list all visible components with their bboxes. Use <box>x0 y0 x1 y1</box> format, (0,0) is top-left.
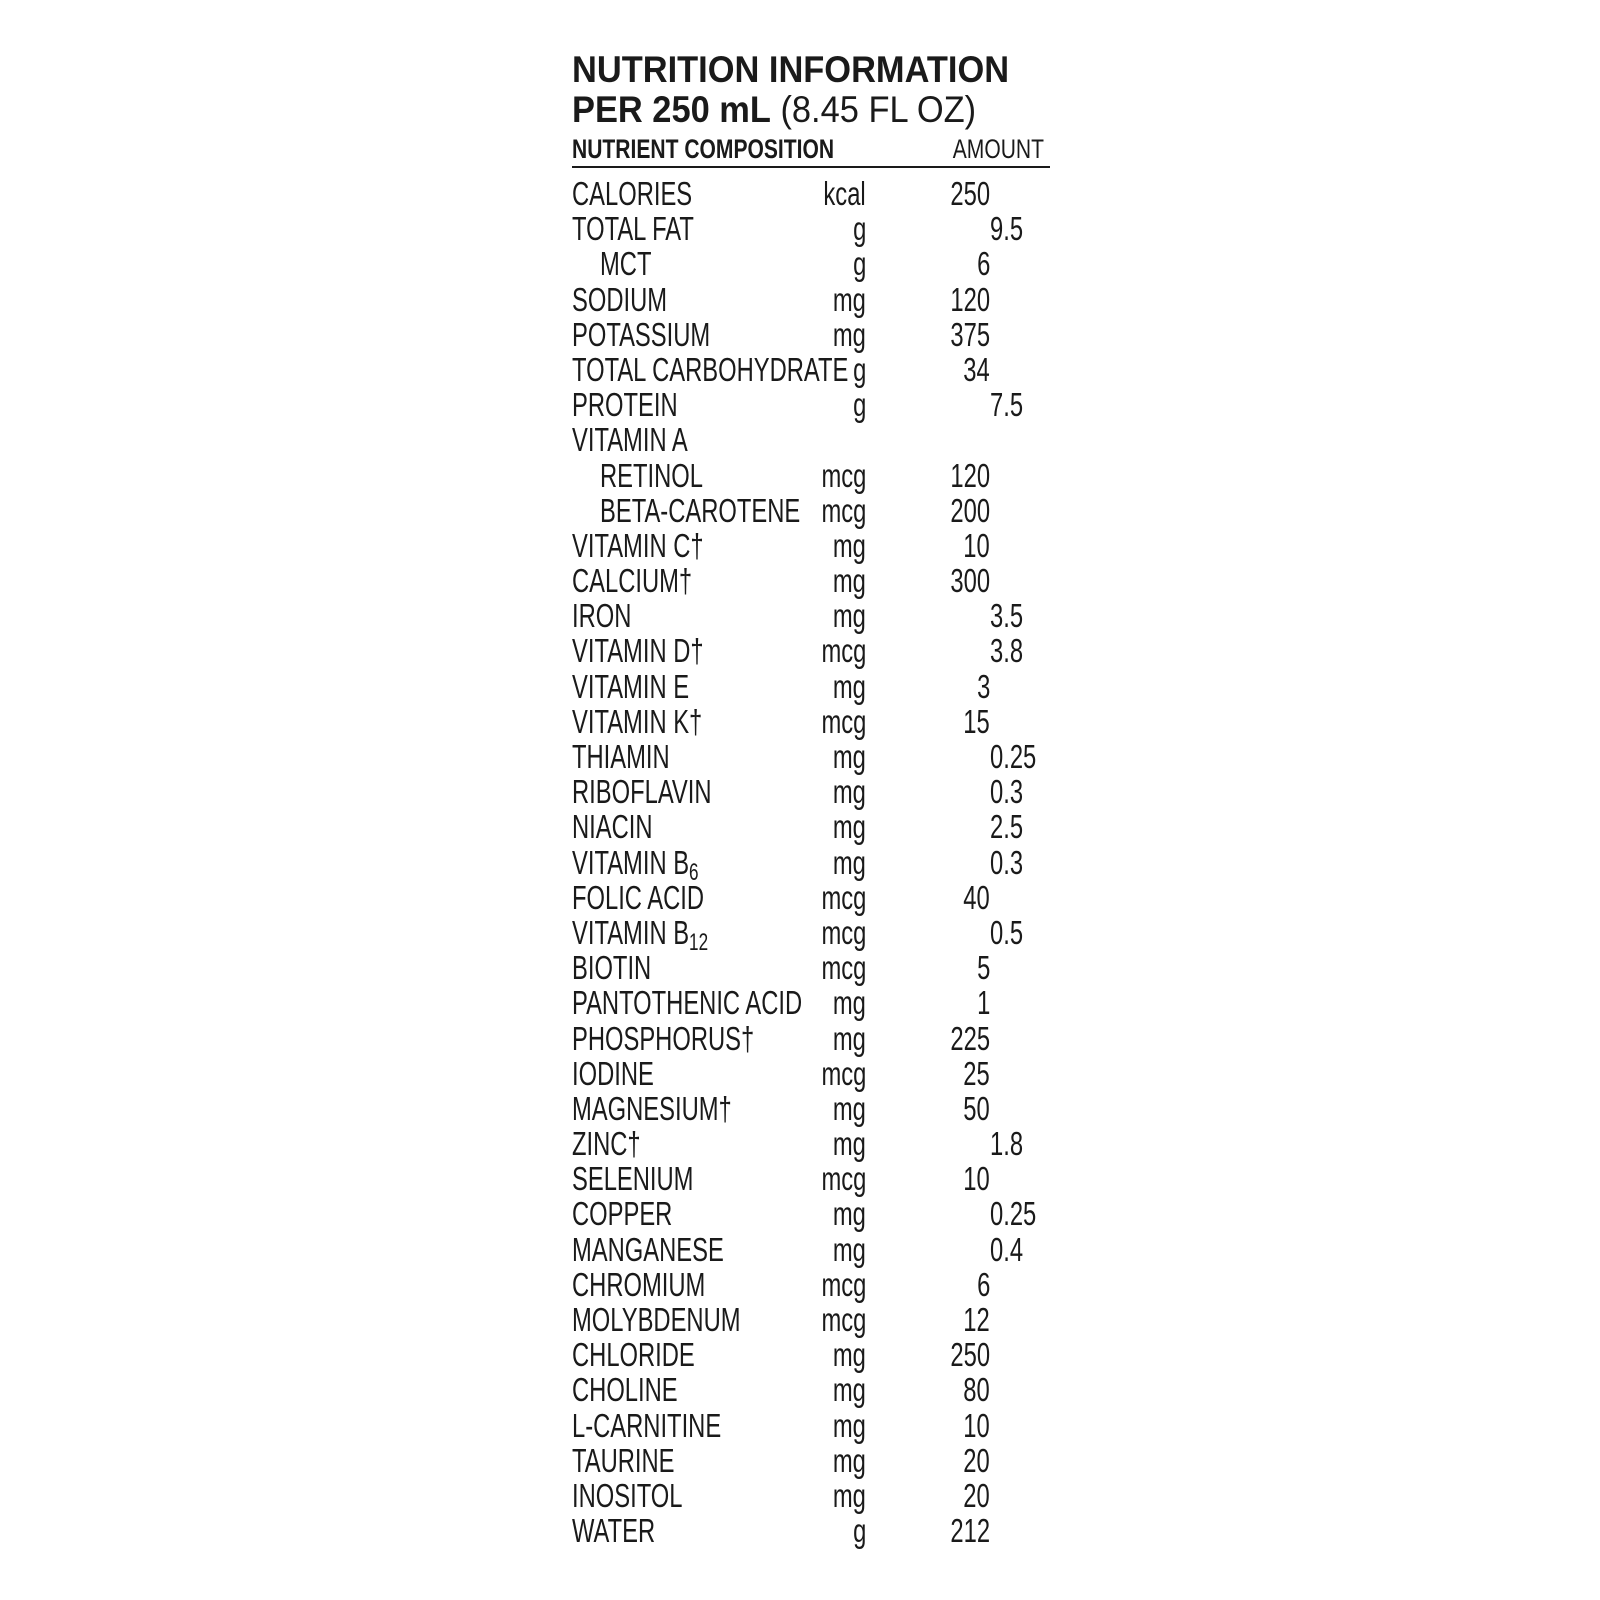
nutrient-name <box>572 633 704 668</box>
table-row <box>572 913 1052 956</box>
nutrient-unit: mcg <box>821 632 866 670</box>
table-row <box>572 352 1052 387</box>
nutrient-amount: 0.3 <box>990 773 1024 811</box>
table-row <box>572 1161 1052 1196</box>
nutrient-unit: mcg <box>821 1160 866 1198</box>
nutrient-amount: 80 <box>963 1371 990 1409</box>
nutrient-amount: 120 <box>950 280 990 318</box>
nutrient-name-text: FOLIC ACID <box>572 878 705 916</box>
nutrient-name-text: VITAMIN B <box>572 843 690 881</box>
nutrient-unit: mcg <box>821 1301 866 1338</box>
nutrient-amount: 3.5 <box>990 597 1024 635</box>
serving-size-rest: (8.45 FL OZ) <box>770 89 977 130</box>
nutrient-name <box>572 563 692 598</box>
nutrient-name <box>572 1513 655 1548</box>
nutrient-unit: mg <box>832 1019 866 1057</box>
nutrient-name-text: MANGANESE <box>572 1230 724 1268</box>
nutrient-unit: mcg <box>821 456 866 494</box>
nutrient-name <box>572 669 689 704</box>
nutrient-amount: 20 <box>963 1476 990 1514</box>
nutrient-name-text: SELENIUM <box>572 1160 694 1198</box>
nutrient-amount: 0.5 <box>990 913 1024 951</box>
table-row <box>572 1408 1052 1443</box>
nutrient-name <box>572 1232 724 1267</box>
table-row <box>572 985 1052 1020</box>
table-row <box>572 774 1052 809</box>
table-row <box>572 669 1052 704</box>
nutrient-amount: 20 <box>963 1441 990 1479</box>
nutrient-name-text: CHLORIDE <box>572 1336 695 1374</box>
nutrient-name-text: VITAMIN C† <box>572 526 704 564</box>
nutrient-name <box>572 176 692 211</box>
nutrient-amount: 375 <box>950 315 990 353</box>
table-row <box>572 598 1052 633</box>
nutrient-name <box>600 493 800 528</box>
nutrient-name <box>572 282 667 317</box>
nutrient-name-text: WATER <box>572 1512 656 1550</box>
nutrient-name <box>572 1478 682 1513</box>
nutrient-unit: mg <box>832 1195 866 1233</box>
nutrient-unit: mcg <box>821 913 866 951</box>
nutrient-name <box>572 1161 693 1196</box>
nutrient-unit: g <box>852 210 866 248</box>
table-row <box>572 950 1052 985</box>
nutrient-name-text: CALORIES <box>572 175 693 212</box>
nutrient-name <box>600 458 703 493</box>
nutrient-name <box>572 352 848 387</box>
table-row <box>572 1443 1052 1478</box>
nutrient-name-text: L-CARNITINE <box>572 1406 722 1444</box>
nutrient-name <box>572 809 653 844</box>
nutrient-amount: 5 <box>976 949 990 987</box>
table-row <box>572 739 1052 774</box>
nutrient-name <box>572 387 678 422</box>
nutrient-name <box>572 774 712 809</box>
nutrient-amount: 15 <box>963 702 990 740</box>
nutrient-name <box>572 704 702 739</box>
serving-size-bold: PER 250 mL <box>572 89 771 130</box>
table-row <box>572 176 1052 211</box>
nutrient-amount: 6 <box>976 1265 990 1303</box>
nutrient-name <box>572 528 704 563</box>
nutrient-amount: 212 <box>950 1512 990 1550</box>
table-row <box>572 1267 1052 1302</box>
table-row <box>572 1513 1052 1548</box>
nutrient-amount: 0.3 <box>990 843 1024 881</box>
nutrient-unit: mg <box>832 1336 866 1374</box>
nutrient-unit: mg <box>832 526 866 564</box>
nutrient-unit: g <box>852 386 866 424</box>
serving-size <box>572 90 1018 130</box>
nutrient-subscript: 12 <box>689 928 709 956</box>
table-row <box>572 1021 1052 1056</box>
nutrient-name-text: TOTAL CARBOHYDRATE <box>572 350 849 388</box>
nutrient-unit: mcg <box>821 1054 866 1092</box>
nutrient-unit: mcg <box>821 491 866 529</box>
nutrient-name-text: MOLYBDENUM <box>572 1301 741 1338</box>
nutrient-name-text: NIACIN <box>572 808 653 846</box>
nutrient-name <box>572 950 651 985</box>
nutrient-subscript: 6 <box>689 858 699 886</box>
table-row <box>572 1337 1052 1372</box>
nutrient-name <box>572 1372 678 1407</box>
nutrient-name-text: IODINE <box>572 1054 654 1092</box>
nutrient-name-text: VITAMIN B <box>572 913 690 951</box>
nutrient-name <box>572 1091 732 1126</box>
nutrient-name <box>572 422 688 457</box>
nutrient-amount: 200 <box>950 491 990 529</box>
nutrient-name <box>572 1267 705 1302</box>
nutrient-unit: kcal <box>823 175 866 212</box>
nutrient-amount: 50 <box>963 1089 990 1127</box>
nutrient-name <box>572 211 694 246</box>
nutrient-amount: 300 <box>950 562 990 600</box>
nutrient-table <box>572 176 1052 1548</box>
nutrient-unit: mg <box>832 773 866 811</box>
table-row <box>572 1196 1052 1231</box>
nutrient-amount: 40 <box>963 878 990 916</box>
nutrient-unit: mg <box>832 808 866 846</box>
nutrient-name <box>572 1443 675 1478</box>
nutrient-name <box>572 1302 741 1337</box>
nutrient-unit: mcg <box>821 878 866 916</box>
nutrient-amount: 1.8 <box>990 1125 1024 1163</box>
nutrient-unit: mg <box>832 1089 866 1127</box>
nutrient-unit: mg <box>832 1230 866 1268</box>
nutrient-name-text: TAURINE <box>572 1441 675 1479</box>
nutrient-name-text: BIOTIN <box>572 949 652 987</box>
nutrient-unit: g <box>852 350 866 388</box>
nutrient-amount: 10 <box>963 1160 990 1198</box>
nutrient-name <box>572 1337 695 1372</box>
nutrient-name-text: INOSITOL <box>572 1476 683 1514</box>
nutrient-amount: 6 <box>976 245 990 283</box>
nutrient-name <box>572 985 802 1020</box>
table-row <box>572 528 1052 563</box>
nutrient-amount: 34 <box>963 350 990 388</box>
nutrient-amount: 9.5 <box>990 210 1024 248</box>
nutrient-name <box>572 1408 721 1443</box>
nutrient-name-text: PANTOTHENIC ACID <box>572 984 803 1022</box>
table-row <box>572 211 1052 246</box>
nutrient-unit: g <box>852 245 866 283</box>
nutrient-amount: 250 <box>950 175 990 212</box>
table-row <box>572 493 1052 528</box>
nutrient-name-text: THIAMIN <box>572 738 670 775</box>
table-row <box>572 1372 1052 1407</box>
nutrient-amount: 120 <box>950 456 990 494</box>
nutrient-amount: 12 <box>963 1301 990 1338</box>
table-row <box>572 704 1052 739</box>
nutrient-unit: mg <box>832 1406 866 1444</box>
nutrient-name-text: MCT <box>600 245 652 283</box>
nutrient-name-text: COPPER <box>572 1195 673 1233</box>
nutrient-unit: mg <box>832 1441 866 1479</box>
table-row <box>572 422 1052 457</box>
nutrient-name-text: SODIUM <box>572 280 668 318</box>
nutrient-name-text: CHOLINE <box>572 1371 678 1409</box>
nutrient-name-text: RIBOFLAVIN <box>572 773 712 811</box>
nutrient-name-text: RETINOL <box>600 456 703 494</box>
table-row <box>572 317 1052 352</box>
nutrient-unit: mg <box>832 315 866 353</box>
nutrient-name-text: BETA-CAROTENE <box>600 491 801 529</box>
nutrient-amount: 25 <box>963 1054 990 1092</box>
nutrient-unit: mcg <box>821 1265 866 1303</box>
nutrient-amount: 225 <box>950 1019 990 1057</box>
table-row <box>572 843 1052 886</box>
nutrient-amount: 7.5 <box>990 386 1024 424</box>
nutrient-name-text: TOTAL FAT <box>572 210 694 248</box>
nutrient-name-text: IRON <box>572 597 632 635</box>
nutrient-amount: 10 <box>963 1406 990 1444</box>
nutrient-unit: mg <box>832 562 866 600</box>
nutrient-name <box>600 246 651 281</box>
table-row <box>572 563 1052 598</box>
nutrient-unit: mg <box>832 1371 866 1409</box>
nutrient-unit: mcg <box>821 702 866 740</box>
nutrient-name-text: ZINC† <box>572 1125 641 1163</box>
table-row <box>572 282 1052 317</box>
table-row <box>572 1302 1052 1337</box>
table-row <box>572 880 1052 915</box>
nutrient-amount: 1 <box>976 984 990 1022</box>
nutrient-name <box>572 1021 754 1056</box>
column-header <box>572 132 1050 168</box>
nutrient-name <box>572 739 670 774</box>
nutrient-name-text: POTASSIUM <box>572 315 711 353</box>
nutrient-name <box>572 1056 654 1091</box>
nutrient-unit: mg <box>832 280 866 318</box>
nutrient-unit: mg <box>832 667 866 705</box>
nutrient-unit: mg <box>832 984 866 1022</box>
nutrient-name-text: VITAMIN E <box>572 667 690 705</box>
panel-title: NUTRITION INFORMATION <box>572 49 1010 90</box>
nutrient-name <box>572 598 631 633</box>
nutrient-unit: mg <box>832 738 866 775</box>
table-row <box>572 809 1052 844</box>
column-header-nutrient: NUTRIENT COMPOSITION <box>572 134 835 164</box>
nutrient-name-text: PHOSPHORUS† <box>572 1019 755 1057</box>
nutrient-name-text: PROTEIN <box>572 386 678 424</box>
nutrient-name <box>572 317 710 352</box>
nutrient-name-text: CHROMIUM <box>572 1265 706 1303</box>
nutrient-name <box>572 1196 672 1231</box>
nutrient-amount: 10 <box>963 526 990 564</box>
table-row <box>572 387 1052 422</box>
nutrient-name <box>572 1126 641 1161</box>
nutrient-unit: mg <box>832 1125 866 1163</box>
nutrient-amount: 0.25 <box>990 738 1037 775</box>
table-row <box>572 246 1052 281</box>
table-row <box>572 633 1052 668</box>
table-row <box>572 458 1052 493</box>
column-header-amount: AMOUNT <box>952 134 1044 164</box>
table-row <box>572 1478 1052 1513</box>
nutrient-name-text: VITAMIN K† <box>572 702 703 740</box>
nutrient-unit: mg <box>832 1476 866 1514</box>
nutrient-unit: g <box>852 1512 866 1550</box>
table-row <box>572 1232 1052 1267</box>
nutrient-amount: 0.25 <box>990 1195 1037 1233</box>
nutrition-panel <box>572 50 1052 1548</box>
nutrient-amount: 0.4 <box>990 1230 1024 1268</box>
nutrient-unit: mcg <box>821 949 866 987</box>
table-row <box>572 1056 1052 1091</box>
nutrient-unit: mg <box>832 597 866 635</box>
nutrient-name-text: VITAMIN A <box>572 421 688 459</box>
nutrient-amount: 2.5 <box>990 808 1024 846</box>
table-row <box>572 1091 1052 1126</box>
nutrient-amount: 3 <box>976 667 990 705</box>
nutrient-name-text: MAGNESIUM† <box>572 1089 732 1127</box>
nutrient-name-text: CALCIUM† <box>572 562 693 600</box>
nutrient-name <box>572 880 704 915</box>
table-row <box>572 1126 1052 1161</box>
nutrient-name-text: VITAMIN D† <box>572 632 704 670</box>
nutrient-unit: mg <box>832 843 866 881</box>
nutrient-amount: 250 <box>950 1336 990 1374</box>
nutrient-amount: 3.8 <box>990 632 1024 670</box>
